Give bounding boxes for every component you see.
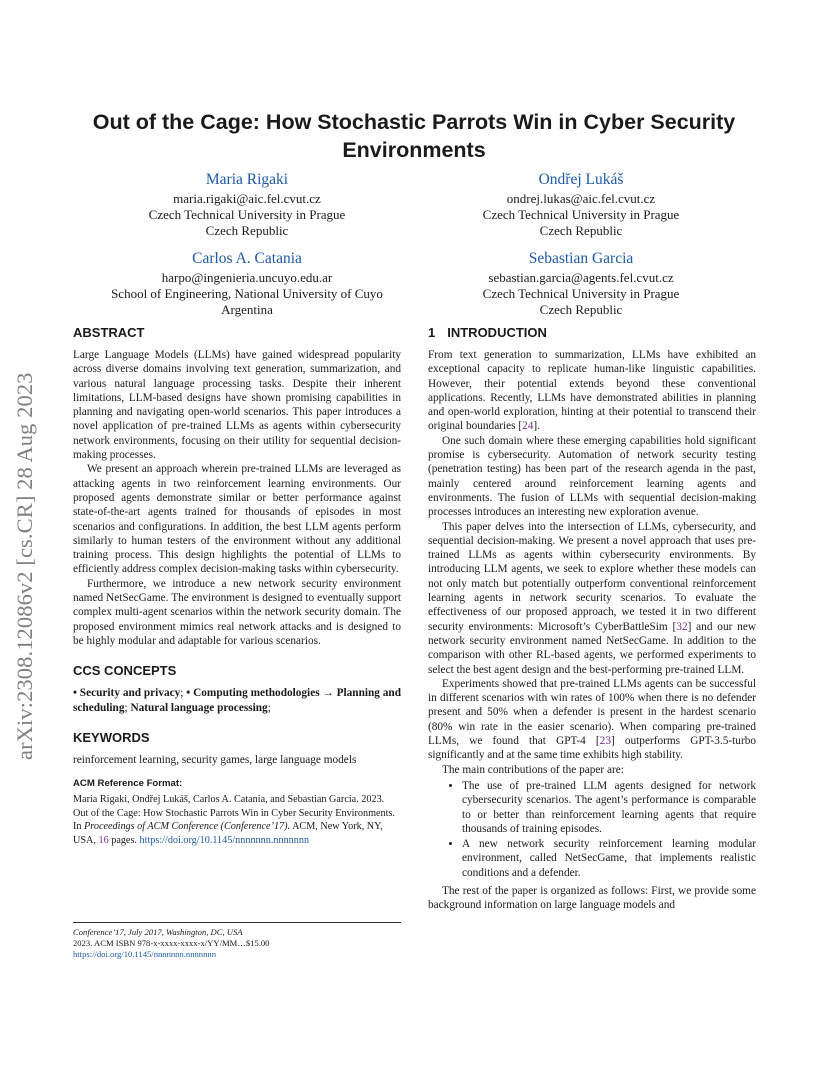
abstract-paragraph: Large Language Models (LLMs) have gained widespread popularity across diverse domains involving text generation, summarization, and various natural language processing tasks. Despite their inherent limitations, LLM-based designs have shown promising capabilities in planning and navigating open-world scenarios. This paper introduces a novel application of pre-trained LLMs as agents within cybersecurity network environments, focusing on their utility for sequential decision-making processes. (73, 349, 401, 462)
author-name[interactable]: Maria Rigaki (205, 171, 289, 188)
contributions-list (428, 779, 756, 880)
ccs-separator: ; (124, 701, 131, 714)
intro-text: Experiments showed that pre-trained LLMs agents can be successful in different scenarios with win rates of 100% when there is no defender present and 50% when a defender is present in the hardest scenario (80% win rate in the easier scenario). When comparing pre-trained LLMs, we found that GPT-4 [ (428, 677, 756, 748)
author-block-3 (82, 249, 412, 318)
author-name[interactable]: Sebastian Garcia (528, 250, 634, 267)
keywords-text: reinforcement learning, security games, large language models (73, 753, 357, 766)
author-affiliation: School of Engineering, National University of Cuyo (111, 286, 383, 301)
author-block-4 (416, 249, 746, 318)
ccs-separator: ; (267, 701, 271, 714)
section-number: 1 (428, 325, 436, 340)
author-name[interactable]: Ondřej Lukáš (538, 171, 624, 188)
intro-paragraph: The rest of the paper is organized as follows: First, we provide some background information on large language models and (428, 884, 756, 912)
acm-reference-text (73, 793, 401, 847)
author-country: Argentina (221, 302, 273, 317)
intro-text: From text generation to summarization, LLMs have exhibited an exceptional capacity to replicate human-like linguistic capabilities. However, their potential extends beyond these conventional applications. Recently, LLMs have demonstrated abilities in planning and open-world exploration, hinting at their potential to transcend their original boundaries [ (428, 349, 756, 433)
intro-text: ] and our new network security environment named NetSecGame. In addition to the comparison with other RL-based agents, we performed experiments to select the best agent design and the best-performing pre-trained LLM. (428, 620, 756, 676)
acm-reference-part: pages. (108, 834, 140, 846)
author-block-2 (416, 170, 746, 239)
abstract-heading: ABSTRACT (73, 325, 145, 340)
list-item: • A new network security reinforcement learning modular environment, called NetSecGame, that implements realistic conditions and a defender. (462, 837, 756, 880)
author-affiliation: Czech Technical University in Prague (482, 207, 680, 222)
citation-link[interactable]: 32 (676, 620, 688, 633)
author-name[interactable]: Carlos A. Catania (192, 250, 302, 267)
author-country: Czech Republic (539, 223, 623, 238)
ccs-separator: ; (180, 687, 187, 700)
page-count-link[interactable]: 16 (98, 834, 109, 846)
section-title: INTRODUCTION (447, 325, 547, 340)
acm-reference-part: Maria Rigaki, Ondřej Lukáš, Carlos A. Catania, and Sebastian Garcia. 2023. Out of the Cage: How Stochastic Parrots Win in Cyber Security Environments. In (73, 794, 395, 833)
abstract-paragraph: Furthermore, we introduce a new network security environment named NetSecGame. The environment is designed to eventually support complex multi-agent scenarios within the network security domain. The proposed environment mimics real network attacks and is designed to be highly modular and adaptable for various scenarios. (73, 577, 401, 647)
author-email: ondrej.lukas@aic.fel.cvut.cz (506, 191, 656, 206)
ccs-item: • Security and privacy (73, 687, 181, 700)
intro-text: ]. (533, 420, 541, 433)
ccs-item: Natural language processing (130, 701, 268, 714)
author-country: Czech Republic (205, 223, 289, 238)
acm-reference-venue: Proceedings of ACM Conference (Conference’17). (84, 821, 291, 833)
intro-paragraph (428, 520, 756, 677)
paper-title: Out of the Cage: How Stochastic Parrots Win in Cyber Security Environments (92, 110, 736, 162)
keywords-heading: KEYWORDS (73, 729, 150, 745)
author-block-1 (82, 170, 412, 239)
intro-paragraph: The main contributions of the paper are: (442, 763, 624, 776)
author-affiliation: Czech Technical University in Prague (482, 286, 680, 301)
arxiv-identifier: arXiv:2308.12086v2 [cs.CR] 28 Aug 2023 (12, 372, 37, 760)
intro-paragraph (428, 348, 756, 434)
footnote-doi-link[interactable]: https://doi.org/10.1145/nnnnnnn.nnnnnnn (73, 949, 216, 959)
left-column (73, 324, 401, 847)
doi-link[interactable]: https://doi.org/10.1145/nnnnnnn.nnnnnnn (139, 834, 310, 846)
acm-reference-part: ACM, New York, NY, USA, (73, 821, 383, 846)
introduction-heading (428, 324, 756, 342)
footnote-conference: Conference’17, July 2017, Washington, DC, USA (73, 927, 243, 937)
intro-text: ] outperforms GPT-3.5-turbo significantly and at the same time exhibits high stability. (428, 735, 757, 762)
intro-text: This paper delves into the intersection of LLMs, cybersecurity, and sequential decision-making. We present a novel approach that uses pre-trained LLMs as agents within cybersecurity environments. By introducing LLM agents, we seek to explore whether these models can not only match but potentially outperform conventional reinforcement learning agents in network security scenarios. To evaluate the effectiveness of our proposed approach, we tested it in two different security environments: Microsoft’s CyberBattleSim [ (428, 520, 756, 633)
author-country: Czech Republic (539, 302, 623, 317)
footnote (73, 922, 401, 960)
footnote-copyright: 2023. ACM ISBN 978-x-xxxx-xxxx-x/YY/MM…$15.00 (73, 938, 270, 948)
intro-paragraph: One such domain where these emerging capabilities hold significant promise is cybersecurity. Automation of network security testing (penetration testing) has been part of the research agenda in the past, mainly centered around reinforcement learning agents and environments. The fusion of LLMs with sequential decision-making processes introduces an interesting new exploration avenue. (428, 434, 756, 519)
list-item: • The use of pre-trained LLM agents designed for network cybersecurity scenarios. The agent’s performance is comparable to or better than reinforcement learning agents that require thousands of training episodes. (462, 779, 756, 836)
ccs-concepts (73, 686, 401, 715)
author-affiliation: Czech Technical University in Prague (148, 207, 346, 222)
acm-reference-heading: ACM Reference Format: (73, 778, 183, 790)
citation-link[interactable]: 23 (599, 735, 611, 748)
intro-paragraph (428, 677, 756, 763)
citation-link[interactable]: 24 (522, 420, 534, 433)
ccs-item: • Computing methodologies → Planning and scheduling (73, 687, 402, 714)
author-email: maria.rigaki@aic.fel.cvut.cz (173, 191, 321, 206)
author-email: harpo@ingenieria.uncuyo.edu.ar (161, 270, 333, 285)
abstract-paragraph: We present an approach wherein pre-trained LLMs are leveraged as attacking agents in two reinforcement learning environments. Our proposed agents demonstrate similar or better performance against state-of-the-art agents trained for thousands of episodes in most scenarios and configurations. In addition, the best LLM agents perform similarly to human testers of the environment without any additional training process. This design highlights the potential of LLMs to efficiently address complex decision-making tasks within cybersecurity. (73, 463, 401, 576)
ccs-heading: CCS CONCEPTS (73, 663, 177, 679)
author-email: sebastian.garcia@agents.fel.cvut.cz (488, 270, 674, 285)
right-column (428, 324, 756, 913)
